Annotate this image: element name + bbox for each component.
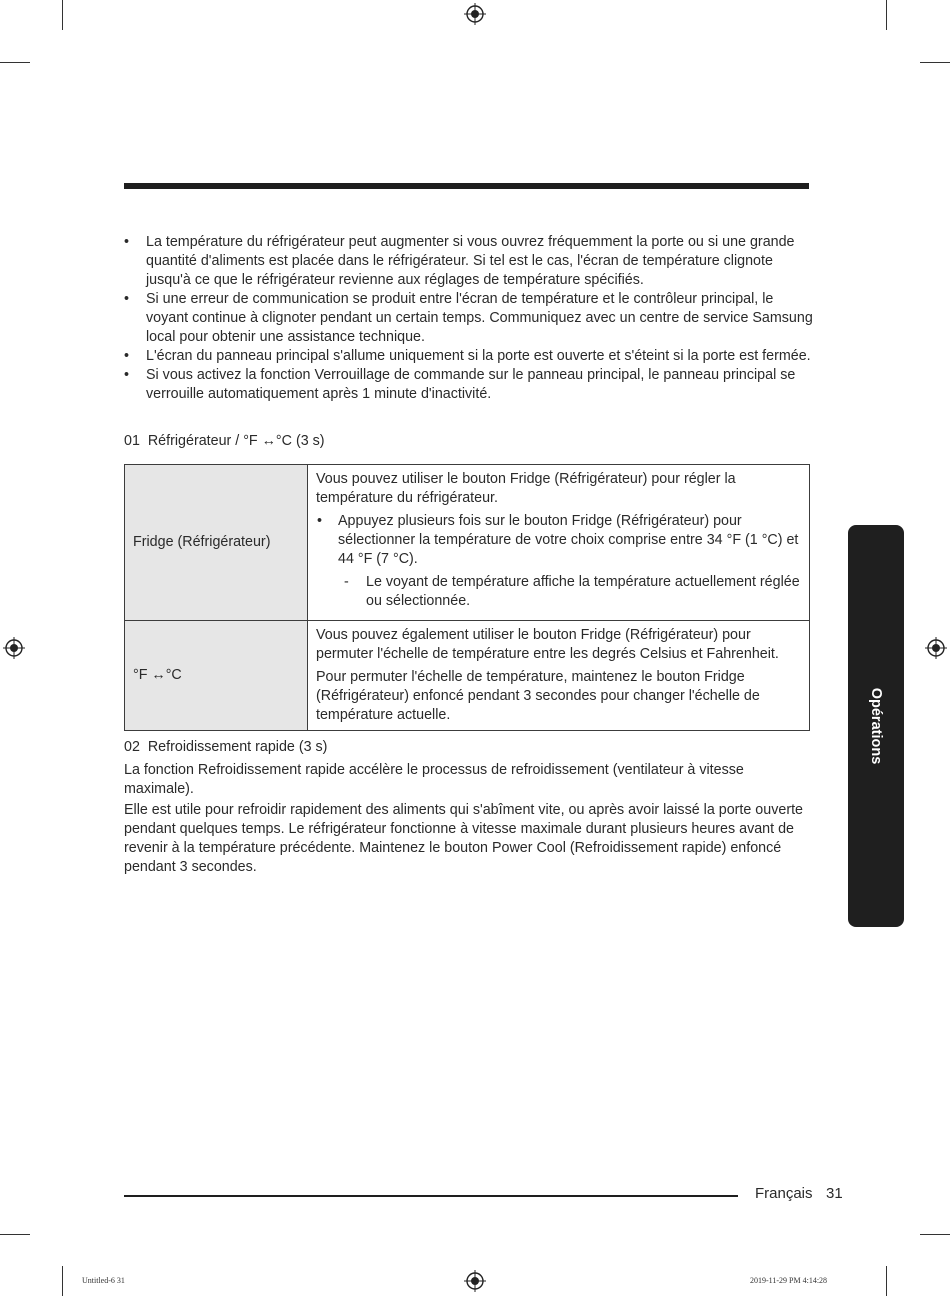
crop-mark	[62, 1266, 63, 1296]
table-desc-cell	[308, 621, 810, 731]
desc-paragraph: Vous pouvez également utiliser le bouton Fridge (Réfrigérateur) pour permuter l'échelle de température entre les degrés Celsius et Fahrenheit.	[316, 627, 779, 662]
control-table	[124, 464, 810, 731]
crop-mark	[886, 1266, 887, 1296]
desc-paragraph: Vous pouvez utiliser le bouton Fridge (Réfrigérateur) pour régler la température du réfrigérateur.	[316, 471, 736, 506]
slug-left: Untitled-6 31	[82, 1276, 125, 1285]
slug-right: 2019-11-29 PM 4:14:28	[750, 1276, 828, 1285]
body-paragraph: Elle est utile pour refroidir rapidement des aliments qui s'abîment vite, ou après avoir laissé la porte ouverte pendant quelques temps. Le réfrigérateur fonctionne à vitesse maximale durant plusieurs heures avant de revenir à la température précédente. Maintenez le bouton Power Cool (Refroidissement rapide) enfoncé pendant 3 secondes.	[124, 802, 803, 875]
list-item: • Si vous activez la fonction Verrouillage de commande sur le panneau principal, le panneau principal se verrouille automatiquement après 1 minute d'inactivité.	[124, 366, 814, 404]
registration-mark-icon	[925, 637, 947, 659]
footer-rule	[124, 1195, 738, 1197]
crop-mark	[920, 1234, 950, 1235]
section-number: 02	[124, 739, 140, 755]
desc-bullet: • Appuyez plusieurs fois sur le bouton Fridge (Réfrigérateur) pour sélectionner la température de votre choix comprise entre 34 °F (1 °C) et 44 °F (7 °C).	[316, 512, 801, 569]
registration-mark-icon	[464, 1270, 486, 1292]
table-label-cell: Fridge (Réfrigérateur)	[125, 465, 308, 621]
registration-mark-icon	[3, 637, 25, 659]
crop-mark	[886, 0, 887, 30]
section-heading-1	[124, 432, 325, 451]
body-paragraph: La fonction Refroidissement rapide accélère le processus de refroidissement (ventilateur à vitesse maximale).	[124, 762, 744, 797]
crop-mark	[920, 62, 950, 63]
section-number: 01	[124, 433, 140, 449]
list-item: • La température du réfrigérateur peut augmenter si vous ouvrez fréquemment la porte ou si une grande quantité d'aliments est placée dans le réfrigérateur. Si tel est le cas, l'écran de température clignote jusqu'à ce que le réfrigérateur revienne aux réglages de température spécifiés.	[124, 233, 814, 290]
notes-list	[124, 233, 814, 404]
section-title: Refroidissement rapide (3 s)	[147, 739, 328, 755]
crop-mark	[0, 1234, 30, 1235]
table-row	[125, 621, 810, 731]
list-item: • Si une erreur de communication se produit entre l'écran de température et le contrôleur principal, le voyant continue à clignoter pendant un certain temps. Communiquez avec un centre de service Samsung local pour obtenir une assistance technique.	[124, 290, 814, 347]
list-item: • L'écran du panneau principal s'allume uniquement si la porte est ouverte et s'éteint si la porte est fermée.	[124, 347, 814, 366]
crop-mark	[0, 62, 30, 63]
desc-paragraph: Pour permuter l'échelle de température, maintenez le bouton Fridge (Réfrigérateur) enfoncé pendant 3 secondes pour changer l'échelle de température actuelle.	[316, 669, 760, 723]
crop-mark	[62, 0, 63, 30]
chapter-tab-label: Opérations	[868, 687, 884, 765]
section-heading-2	[124, 738, 327, 757]
section-title: Réfrigérateur / °F ↔°C (3 s)	[147, 433, 325, 449]
table-row	[125, 465, 810, 621]
table-label-cell: °F ↔°C	[125, 621, 308, 731]
desc-dash-item: - Le voyant de température affiche la température actuellement réglée ou sélectionnée.	[316, 573, 801, 611]
registration-mark-icon	[464, 3, 486, 25]
footer-language: Français	[755, 1185, 813, 1202]
header-rule	[124, 183, 809, 189]
table-desc-cell	[308, 465, 810, 621]
page-number: 31	[826, 1185, 843, 1202]
